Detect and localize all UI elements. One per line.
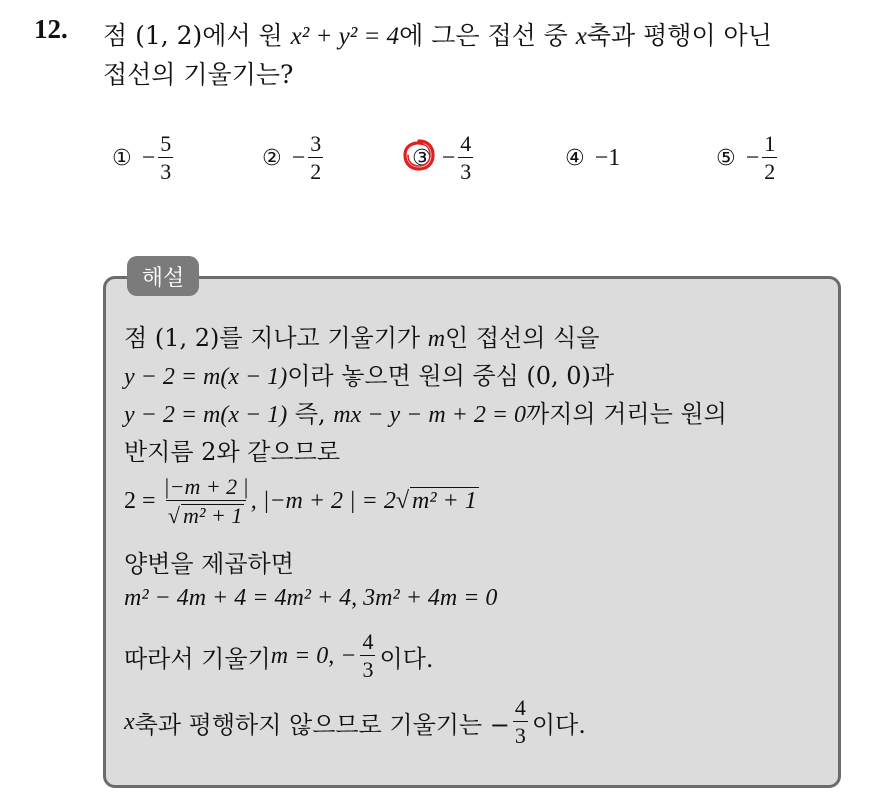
solution-line-2	[124, 356, 614, 391]
variable: x	[124, 708, 135, 735]
variable: m	[427, 326, 446, 352]
fraction-numerator: 4	[460, 131, 472, 156]
fraction-numerator: 3	[310, 131, 322, 156]
fraction-numerator: 1	[764, 131, 776, 156]
choice-fraction	[308, 133, 323, 183]
fraction-numerator: 5	[160, 131, 172, 156]
question-text-part: 축과 평행이 아닌	[586, 21, 772, 50]
equation: y − 2 = m(x − 1)	[124, 364, 288, 390]
choice-4[interactable]	[565, 128, 620, 188]
sqrt-content: m² + 1	[183, 502, 243, 528]
solution-line-8	[124, 626, 433, 686]
text: 따라서 기울기	[124, 644, 271, 673]
equation: mx − y − m + 2 = 0	[333, 402, 527, 428]
equation: , |−m + 2 | = 2	[250, 487, 396, 514]
question-equation: x² + y² = 4	[290, 23, 400, 50]
fraction-numerator: 4	[514, 695, 526, 720]
fraction-numerator: |−m + 2 |	[163, 473, 249, 499]
choice-marker: ③	[412, 145, 432, 171]
text: 인 접선의 식을	[445, 324, 600, 352]
choice-sign: −	[441, 144, 456, 171]
choice-sign: −	[745, 144, 760, 171]
answer-fraction	[513, 697, 528, 747]
text: 축과 평행하지 않으므로 기울기는 −	[134, 710, 510, 739]
text: 점 (1, 2)를 지나고 기울기가	[124, 324, 428, 352]
question-text-part: 에 그은 접선 중	[399, 21, 576, 50]
choice-sign: −	[141, 144, 156, 171]
slope-fraction	[360, 631, 375, 681]
choice-sign: −	[291, 144, 306, 171]
fraction-denominator: 3	[460, 159, 472, 184]
question-number: 12.	[34, 14, 68, 44]
sqrt-content: m² + 1	[412, 488, 477, 514]
sqrt-expression: √ m² + 1	[395, 488, 477, 514]
choice-marker: ①	[112, 145, 132, 171]
equation: 2 =	[124, 487, 156, 514]
solution-line-7: m² − 4m + 4 = 4m² + 4, 3m² + 4m = 0	[124, 585, 498, 611]
solution-line-9	[124, 692, 586, 752]
fraction-denominator: 2	[764, 159, 776, 184]
choice-fraction	[158, 133, 173, 183]
choice-marker: ②	[262, 145, 282, 171]
solution-line-1	[124, 318, 599, 353]
solution-tag: 해설	[127, 256, 199, 296]
solution-line-5	[124, 470, 479, 532]
distance-fraction	[162, 473, 251, 528]
fraction-denominator: √ m² + 1	[166, 500, 246, 527]
fraction-denominator: 3	[362, 657, 374, 682]
solution-line-4: 반지름 2와 같으므로	[124, 438, 340, 466]
choice-marker: ④	[565, 145, 585, 171]
choice-2[interactable]	[262, 128, 323, 188]
question-text-line2: 접선의 기울기는?	[103, 60, 294, 89]
text: 이다.	[531, 710, 586, 739]
text: 즉,	[287, 400, 334, 428]
solution-line-6: 양변을 제곱하면	[124, 550, 294, 578]
choice-fraction	[762, 133, 777, 183]
text: 이다.	[379, 644, 434, 673]
question-text-line1	[103, 16, 772, 52]
text: 까지의 거리는 원의	[526, 400, 727, 428]
fraction-denominator: 2	[310, 159, 322, 184]
equation: y − 2 = m(x − 1)	[124, 402, 288, 428]
fraction-denominator: 3	[160, 159, 172, 184]
choice-5[interactable]	[716, 128, 777, 188]
answer-circle-icon	[402, 138, 436, 172]
choice-marker: ⑤	[716, 145, 736, 171]
fraction-numerator: 4	[362, 629, 374, 654]
question-variable: x	[575, 23, 587, 50]
text: 이라 놓으면 원의 중심 (0, 0)과	[287, 362, 615, 390]
choice-value: −1	[594, 144, 621, 171]
choice-1[interactable]	[112, 128, 173, 188]
equation: m = 0, −	[270, 642, 357, 669]
question-text-part: 점 (1, 2)에서 원	[103, 21, 291, 50]
fraction-denominator: 3	[514, 723, 526, 748]
solution-line-3	[124, 394, 727, 429]
choice-fraction	[458, 133, 473, 183]
